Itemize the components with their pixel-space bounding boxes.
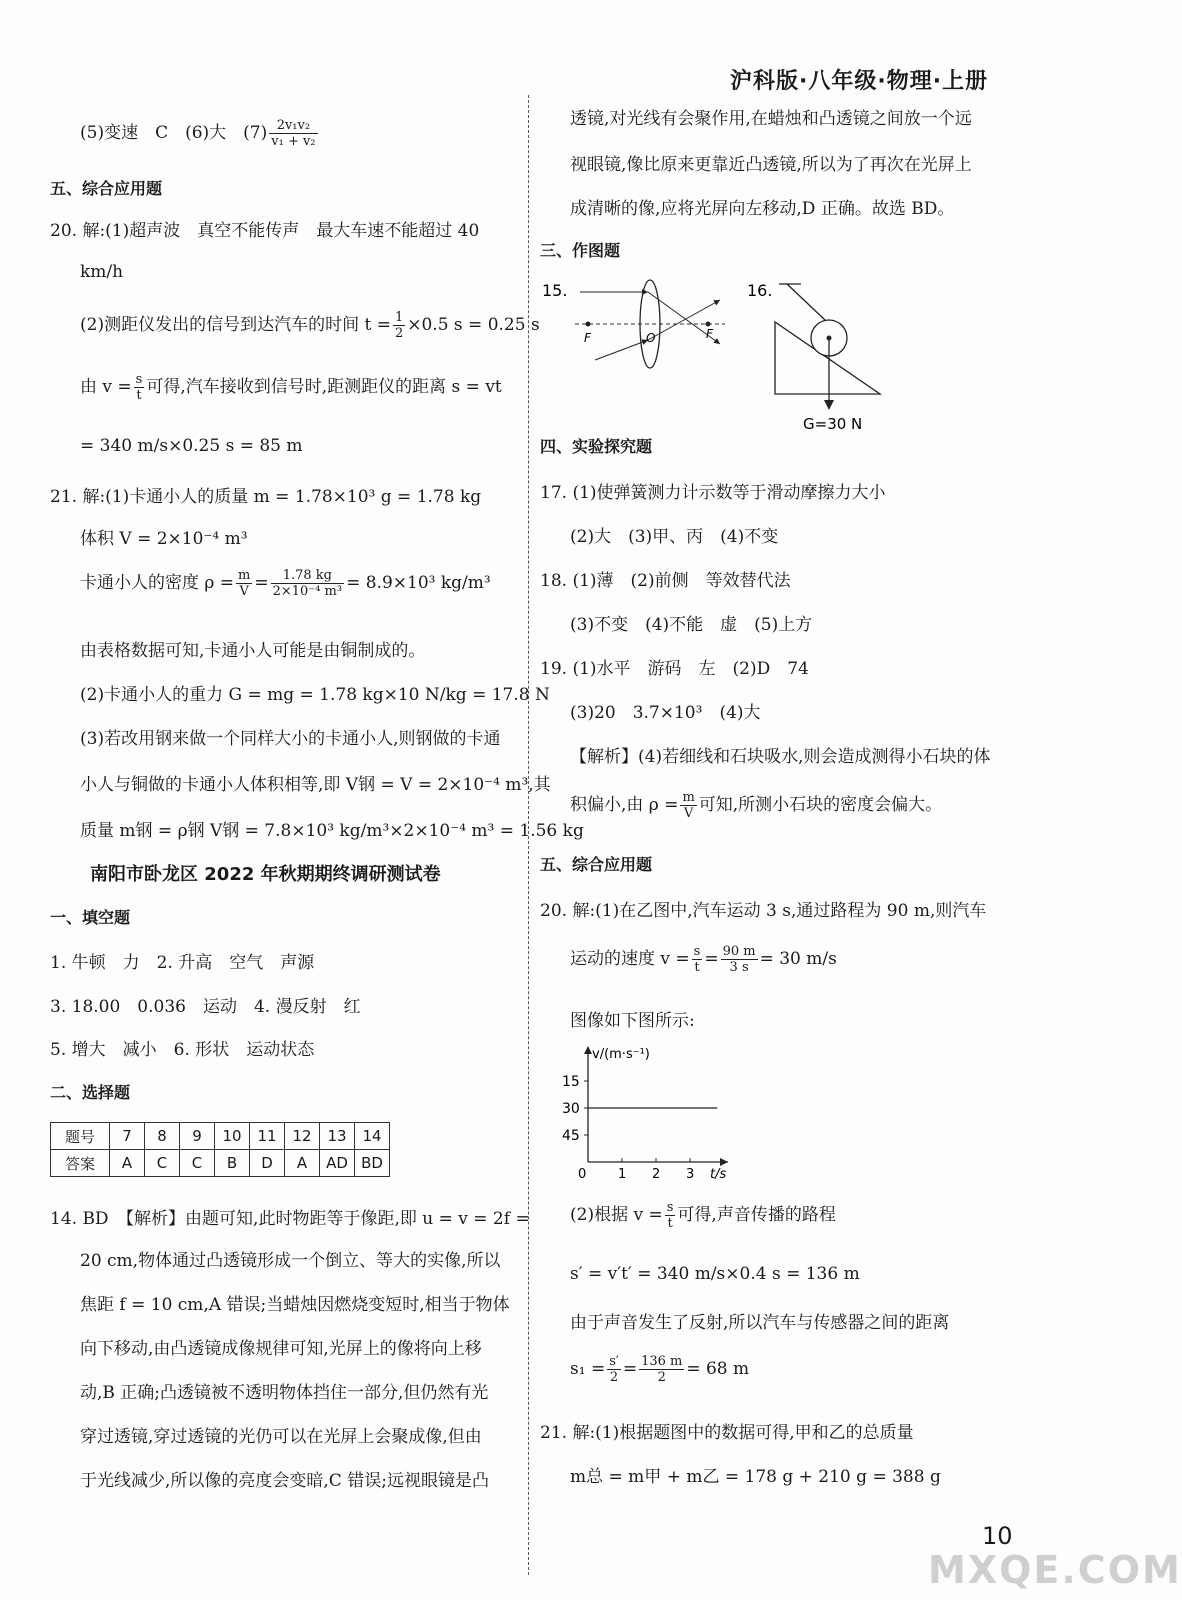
answer-line: 20 cm,物体通过凸透镜形成一个倒立、等大的实像,所以 xyxy=(80,1251,501,1271)
optical-center-label: O xyxy=(646,331,656,345)
section-heading: 三、作图题 xyxy=(540,241,621,260)
table-cell: 9 xyxy=(180,1123,215,1150)
answer-line: 视眼镜,像比原来更靠近凸透镜,所以为了再次在光屏上 xyxy=(570,155,972,175)
answer-line: 小人与铜做的卡通小人体积相等,即 V钢 = V = 2×10⁻⁴ m³,其 xyxy=(80,775,551,795)
answer-line: (3)不变 (4)不能 虚 (5)上方 xyxy=(570,615,813,635)
answer-line: 18. (1)薄 (2)前侧 等效替代法 xyxy=(540,571,791,591)
string xyxy=(787,284,825,320)
section-heading: 五、综合应用题 xyxy=(50,179,163,198)
table-cell: 13 xyxy=(320,1123,355,1150)
y-axis-label: v/(m·s⁻¹) xyxy=(592,1047,650,1062)
answer-line: 19. (1)水平 游码 左 (2)D 74 xyxy=(540,659,809,679)
focal-point-left xyxy=(586,322,591,327)
arrow-right-icon xyxy=(720,1158,728,1166)
incident-ray xyxy=(595,340,648,360)
answer-line: 3. 18.00 0.036 运动 4. 漫反射 红 xyxy=(50,997,361,1017)
answer-line: 21. 解:(1)根据题图中的数据可得,甲和乙的总质量 xyxy=(540,1423,914,1443)
answer-line: (2)大 (3)甲、丙 (4)不变 xyxy=(570,527,779,547)
answer-line: 成清晰的像,应将光屏向左移动,D 正确。故选 BD。 xyxy=(570,199,955,219)
answer-line xyxy=(80,118,320,149)
page-number: 10 xyxy=(982,1522,1013,1550)
answer-line: m总 = m甲 + m乙 = 178 g + 210 g = 388 g xyxy=(570,1467,941,1487)
focal-label: F xyxy=(706,327,713,341)
section-heading: 四、实验探究题 xyxy=(540,437,653,456)
fraction: $\frac{1.78 kg}{\text{2×10⁻⁴ m³}}$ xyxy=(272,568,343,599)
lens-ray-diagram xyxy=(540,276,740,386)
table-cell: BD xyxy=(355,1150,390,1177)
answer-line: 质量 m钢 = ρ钢 V钢 = 7.8×10³ kg/m³×2×10⁻⁴ m³ = 1.56 kg xyxy=(80,821,584,841)
answer-line: 穿过透镜,穿过透镜的光仍可以在光屏上会聚成像,但由 xyxy=(80,1427,482,1447)
velocity-time-graph xyxy=(560,1040,740,1180)
answer-line: 焦距 f = 10 cm,A 错误;当蜡烛因燃烧变短时,相当于物体 xyxy=(80,1295,510,1315)
table-cell: AD xyxy=(320,1150,355,1177)
figure-15-label: 15. xyxy=(542,281,568,300)
fraction: $\frac{s}{t}$ xyxy=(693,944,701,975)
answer-line: s′ = v′t′ = 340 m/s×0.4 s = 136 m xyxy=(570,1264,860,1284)
answer-line: (2)根据 v = $\frac{s}{t}$ 可得,声音传播的路程 xyxy=(570,1200,836,1231)
table-header-cell: 题号 xyxy=(51,1123,110,1150)
focal-label: F xyxy=(584,331,591,345)
x-axis-label: t/s xyxy=(710,1167,727,1182)
answer-line: 【解析】(4)若细线和石块吸水,则会造成测得小石块的体 xyxy=(570,747,991,767)
y-tick-label: 45 xyxy=(562,1128,580,1144)
fraction: $\frac{m}{V}$ xyxy=(238,568,251,599)
answer-line: km/h xyxy=(80,262,124,282)
fraction: $\frac{s}{t}$ xyxy=(666,1200,674,1231)
x-tick-label: 1 xyxy=(618,1167,627,1182)
answer-line: (3)20 3.7×10³ (4)大 xyxy=(570,703,761,723)
answer-line: 1. 牛顿 力 2. 升高 空气 声源 xyxy=(50,953,315,973)
answer-line: = 340 m/s×0.25 s = 85 m xyxy=(80,436,303,456)
answer-line: 由 v = $\frac{s}{t}$ 可得,汽车接收到信号时,距测距仪的距离 s = vt xyxy=(80,372,502,403)
arrow-head-icon xyxy=(824,400,834,410)
page-header: 沪科版·八年级·物理·上册 xyxy=(730,69,989,94)
focal-point-right xyxy=(706,322,711,327)
answer-line: 20. 解:(1)超声波 真空不能传声 最大车速不能超过 40 xyxy=(50,221,480,241)
answer-line: 5. 增大 减小 6. 形状 运动状态 xyxy=(50,1040,315,1060)
table-cell: 7 xyxy=(110,1123,145,1150)
answer-line: 17. (1)使弹簧测力计示数等于滑动摩擦力大小 xyxy=(540,483,886,503)
answer-line: 动,B 正确;凸透镜被不透明物体挡住一部分,但仍然有光 xyxy=(80,1383,489,1403)
table-cell: 10 xyxy=(215,1123,250,1150)
table-cell: B xyxy=(215,1150,250,1177)
tick-group xyxy=(562,1074,694,1182)
answer-table xyxy=(50,1122,390,1177)
fraction: $\frac{\text{2v₁v₂}}{\text{v₁ + v₂}}$ xyxy=(271,118,316,149)
table-cell: C xyxy=(180,1150,215,1177)
table-cell: 12 xyxy=(285,1123,320,1150)
table-row xyxy=(51,1123,390,1150)
answer-line: 卡通小人的密度 ρ = $\frac{m}{V}$ = $\frac{1.78 kg}{\text{2×10⁻⁴ m³}}$ = 8.9×10³ kg/m³ xyxy=(80,568,491,599)
fraction: $\frac{1}{2}$ xyxy=(394,310,404,341)
section-heading: 五、综合应用题 xyxy=(540,855,653,874)
answer-line: 由于声音发生了反射,所以汽车与传感器之间的距离 xyxy=(570,1313,950,1333)
fraction: $\frac{s'}{2}$ xyxy=(609,1354,619,1385)
section-heading: 一、填空题 xyxy=(50,908,131,927)
origin-label: 0 xyxy=(578,1167,587,1182)
x-tick-label: 2 xyxy=(652,1167,661,1182)
fraction: $\frac{m}{V}$ xyxy=(682,790,695,821)
fraction: $\frac{90 m}{3 s}$ xyxy=(722,944,756,975)
table-cell: A xyxy=(285,1150,320,1177)
answer-line: 积偏小,由 ρ = $\frac{m}{V}$ 可知,所测小石块的密度会偏大。 xyxy=(570,790,943,821)
answer-line: 20. 解:(1)在乙图中,汽车运动 3 s,通过路程为 90 m,则汽车 xyxy=(540,901,987,921)
figure-16-label: 16. xyxy=(747,281,773,300)
table-cell: C xyxy=(145,1150,180,1177)
watermark: MXQE.COM xyxy=(928,1548,1182,1592)
answer-line: 14. BD 【解析】由题可知,此时物距等于像距,即 u = v = 2f = xyxy=(50,1209,530,1229)
table-header-cell: 答案 xyxy=(51,1150,110,1177)
answer-line: (2)测距仪发出的信号到达汽车的时间 t = $\frac{1}{2}$ ×0.5 s = 0.25 s xyxy=(80,310,540,341)
y-tick-label: 15 xyxy=(562,1074,580,1090)
fraction: $\frac{s}{t}$ xyxy=(135,372,143,403)
answer-line: 体积 V = 2×10⁻⁴ m³ xyxy=(80,529,248,549)
answer-line: 由表格数据可知,卡通小人可能是由铜制成的。 xyxy=(80,641,426,661)
y-tick-label: 30 xyxy=(562,1101,580,1117)
table-cell: 11 xyxy=(250,1123,285,1150)
answer-line: 向下移动,由凸透镜成像规律可知,光屏上的像将向上移 xyxy=(80,1339,482,1359)
fraction: $\frac{136 m}{2}$ xyxy=(641,1354,683,1385)
answer-line: 透镜,对光线有会聚作用,在蜡烛和凸透镜之间放一个远 xyxy=(570,109,972,129)
answer-line: 运动的速度 v = $\frac{s}{t}$ = $\frac{90 m}{3 s}$ = 30 m/s xyxy=(570,944,837,975)
table-cell: 14 xyxy=(355,1123,390,1150)
answer-line: 于光线减少,所以像的亮度会变暗,C 错误;远视眼镜是凸 xyxy=(80,1471,489,1491)
arrow-up-icon xyxy=(584,1046,592,1054)
table-cell: 8 xyxy=(145,1123,180,1150)
answer-line: (3)若改用钢来做一个同样大小的卡通小人,则钢做的卡通 xyxy=(80,729,501,749)
force-label: G=30 N xyxy=(803,415,863,433)
x-tick-label: 3 xyxy=(686,1167,695,1182)
answer-line: (2)卡通小人的重力 G = mg = 1.78 kg×10 N/kg = 17.8 N xyxy=(80,685,550,705)
table-row xyxy=(51,1150,390,1177)
answer-line: s₁ = $\frac{s'}{2}$ = $\frac{136 m}{2}$ = 68 m xyxy=(570,1354,750,1385)
exam-title: 南阳市卧龙区 2022 年秋期期终调研测试卷 xyxy=(90,864,441,885)
table-cell: D xyxy=(250,1150,285,1177)
section-heading: 二、选择题 xyxy=(50,1083,131,1102)
answer-line: 21. 解:(1)卡通小人的质量 m = 1.78×10³ g = 1.78 kg xyxy=(50,487,482,507)
gravity-diagram xyxy=(745,276,915,441)
text: (5)变速 C (6)大 (7) xyxy=(80,123,268,143)
answer-line: 图像如下图所示: xyxy=(570,1011,695,1031)
table-cell: A xyxy=(110,1150,145,1177)
